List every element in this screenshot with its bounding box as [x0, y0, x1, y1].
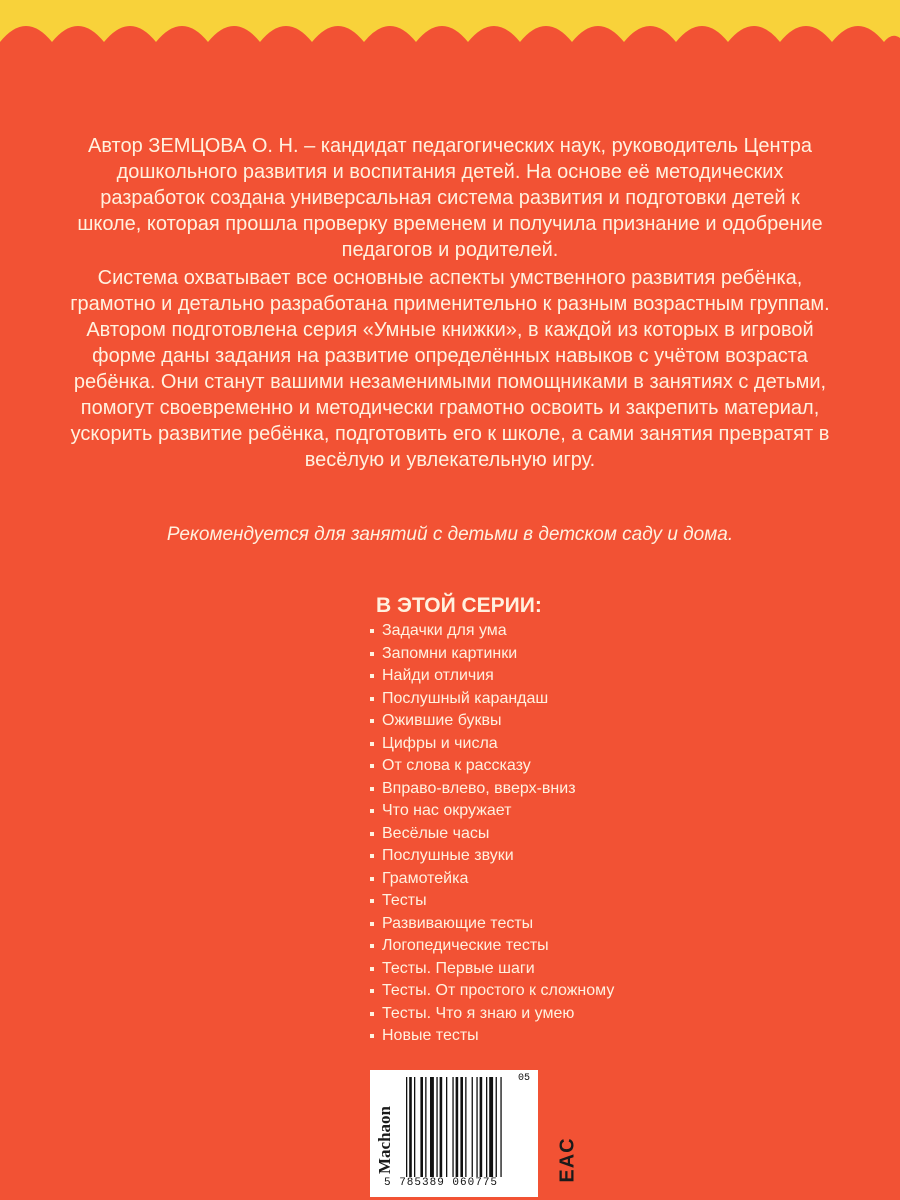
series-item: [370, 733, 614, 756]
bullet-icon: [370, 719, 374, 723]
recommendation-text: Рекомендуется для занятий с детьми в детском саду и дома.: [166, 524, 734, 545]
barcode-bar: [436, 1077, 437, 1177]
barcode-bar: [465, 1077, 466, 1177]
barcode-bar: [496, 1077, 497, 1177]
barcode-bar: [420, 1077, 423, 1177]
series-item: [370, 665, 614, 688]
barcode-bar: [446, 1077, 447, 1177]
series-item-label: Что нас окружает: [382, 802, 512, 819]
bullet-icon: [370, 1012, 374, 1016]
series-item: [370, 890, 614, 913]
barcode-addon: 05: [518, 1073, 531, 1084]
barcode-bar: [440, 1077, 443, 1177]
bullet-icon: [370, 1034, 374, 1038]
bullet-icon: [370, 809, 374, 813]
series-item-label: Цифры и числа: [382, 734, 498, 752]
bullet-icon: [370, 922, 374, 926]
barcode-bar: [476, 1077, 477, 1177]
series-item: [370, 935, 614, 958]
barcode-bar: [472, 1077, 473, 1177]
bullet-icon: [370, 967, 374, 971]
series-item-label: Вправо-влево, вверх-вниз: [382, 779, 576, 797]
series-item-label: Новые тесты: [382, 1027, 479, 1044]
bullet-icon: [370, 899, 374, 903]
series-item-label: Ожившие буквы: [382, 712, 502, 729]
series-item-label: Задачки для ума: [382, 622, 507, 639]
series-item: [370, 980, 614, 1003]
series-item-label: От слова к рассказу: [382, 757, 531, 774]
series-item: [370, 845, 614, 868]
barcode-number: 5 785389 060775: [384, 1177, 499, 1189]
bullet-icon: [370, 832, 374, 836]
barcode-bar: [480, 1077, 483, 1177]
series-item: [370, 1025, 614, 1048]
barcode-bar: [409, 1077, 412, 1177]
series-item: [370, 710, 614, 733]
series-list: [370, 620, 614, 1048]
series-item-label: Тесты: [382, 892, 427, 909]
barcode-bar: [486, 1077, 487, 1177]
barcode-bars: [404, 1077, 532, 1177]
series-item: [370, 755, 614, 778]
series-item-label: Развивающие тесты: [382, 914, 534, 932]
series-item-label: Послушные звуки: [382, 847, 514, 864]
barcode-bar: [425, 1077, 426, 1177]
series-heading: В ЭТОЙ СЕРИИ:: [376, 594, 542, 617]
series-item: [370, 823, 614, 846]
barcode-bar: [414, 1077, 415, 1177]
barcode-bar: [500, 1077, 501, 1177]
series-item: [370, 778, 614, 801]
series-item-label: Грамотейка: [382, 869, 469, 887]
barcode-bar: [489, 1077, 493, 1177]
bullet-icon: [370, 764, 374, 768]
series-item-label: Тесты. Первые шаги: [382, 959, 535, 977]
bullet-icon: [370, 629, 374, 633]
system-paragraph: Система охватывает все основные аспекты умственного развития ребёнка, грамотно и детально разработана применительно к разным возрастным группам. Автором подготовлена серия «Умные книжки», в каждой из которых в игровой форме даны задания на развитие определённых навыков с учётом возраста ребёнка. Они станут вашими незаменимыми помощниками в занятиях с детьми, помогут своевременно и методически грамотно освоить и закрепить материал, ускорить развитие ребёнка, подготовить его к школе, а сами занятия превратят в весёлую и увлекательную игру.: [70, 267, 830, 471]
series-item-label: Весёлые часы: [382, 824, 490, 842]
series-item-label: Найди отличия: [382, 667, 494, 684]
series-item-label: Запомни картинки: [382, 644, 518, 662]
series-item: [370, 620, 614, 643]
series-item: [370, 800, 614, 823]
publisher-name: Machaon: [375, 1106, 394, 1174]
barcode-bar: [456, 1077, 459, 1177]
series-item-label: Тесты. Что я знаю и умею: [382, 1004, 575, 1022]
barcode-bar: [406, 1077, 407, 1177]
bullet-icon: [370, 742, 374, 746]
bullet-icon: [370, 787, 374, 791]
series-item: [370, 868, 614, 891]
bullet-icon: [370, 944, 374, 948]
series-item-label: Логопедические тесты: [382, 937, 549, 954]
series-item: [370, 688, 614, 711]
barcode-bar: [430, 1077, 434, 1177]
barcode-bar: [452, 1077, 453, 1177]
bullet-icon: [370, 674, 374, 678]
bullet-icon: [370, 989, 374, 993]
barcode-bar: [460, 1077, 463, 1177]
bullet-icon: [370, 652, 374, 656]
series-item: [370, 1003, 614, 1026]
series-item: [370, 643, 614, 666]
eac-certification-mark: EAC: [556, 1137, 579, 1183]
bullet-icon: [370, 697, 374, 701]
series-item: [370, 913, 614, 936]
bullet-icon: [370, 877, 374, 881]
author-paragraph: Автор ЗЕМЦОВА О. Н. – кандидат педагогических наук, руководитель Центра дошкольного развития и воспитания детей. На основе её методических разработок создана универсальная система развития и подготовки детей к школе, которая прошла проверку временем и получила признание и одобрение педагогов и родителей.: [77, 135, 823, 261]
bullet-icon: [370, 854, 374, 858]
series-item: [370, 958, 614, 981]
series-item-label: Тесты. От простого к сложному: [382, 982, 615, 999]
series-item-label: Послушный карандаш: [382, 689, 549, 707]
